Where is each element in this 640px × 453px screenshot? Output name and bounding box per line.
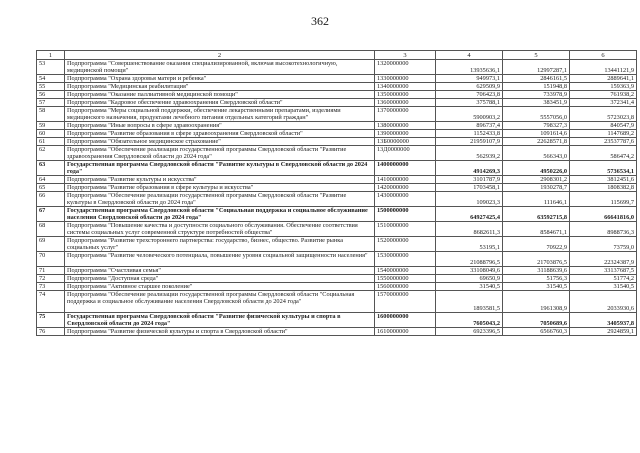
row-name: Подпрограмма "Обеспечение реализации государственной программы Свердловской области "Развитие культуры в Свердловской области до 2024 года" — [65, 192, 375, 207]
header-col-6: 6 — [570, 51, 637, 60]
row-value-col5: 31540,5 — [503, 283, 570, 291]
row-value-col6: 51774,2 — [570, 275, 637, 283]
row-value-col5: 383451,9 — [503, 99, 570, 107]
row-value-col6: 3812451,6 — [570, 176, 637, 184]
row-value-col6: 22324387,9 — [570, 252, 637, 267]
header-col-3: 3 — [375, 51, 436, 60]
row-value-col5: 2908301,2 — [503, 176, 570, 184]
row-code: 1500000000 — [375, 207, 436, 222]
row-value-col5: 6566760,3 — [503, 328, 570, 336]
row-value-col6: 840547,9 — [570, 122, 637, 130]
row-code: 1610000000 — [375, 328, 436, 336]
row-value-col6: 115699,7 — [570, 192, 637, 207]
row-value-col5: 8584671,1 — [503, 222, 570, 237]
row-value-col4: 21959107,9 — [436, 138, 503, 146]
row-number: 72 — [37, 275, 65, 283]
row-value-col4: 31540,5 — [436, 283, 503, 291]
row-name: Подпрограмма "Повышение качества и доступности социального обслуживания. Обеспечение соответствия системы социальных услуг современной структуре потребностей общества" — [65, 222, 375, 237]
row-number: 75 — [37, 313, 65, 328]
row-number: 54 — [37, 75, 65, 83]
row-number: 68 — [37, 222, 65, 237]
row-value-col4: 53195,1 — [436, 237, 503, 252]
table-row — [37, 192, 637, 207]
row-value-col4: 13935636,1 — [436, 60, 503, 75]
row-number: 64 — [37, 176, 65, 184]
table-row — [37, 237, 637, 252]
row-value-col6: 8988736,3 — [570, 222, 637, 237]
row-value-col6: 5723023,8 — [570, 107, 637, 122]
row-code: 1320000000 — [375, 60, 436, 75]
header-col-4: 4 — [436, 51, 503, 60]
row-name: Подпрограмма "Обеспечение реализации государственной программы Свердловской области "Развитие здравоохранения Свердловской области до 2024 года" — [65, 146, 375, 161]
row-code: 1520000000 — [375, 237, 436, 252]
row-value-col4: 1152433,8 — [436, 130, 503, 138]
row-name: Подпрограмма "Развитие культуры и искусства" — [65, 176, 375, 184]
row-value-col6: 159363,9 — [570, 83, 637, 91]
row-value-col5: 1091614,6 — [503, 130, 570, 138]
row-value-col4: 949973,1 — [436, 75, 503, 83]
row-value-col6: 3405937,8 — [570, 313, 637, 328]
row-value-col4: 7605043,2 — [436, 313, 503, 328]
row-value-col5: 12997287,1 — [503, 60, 570, 75]
row-number: 61 — [37, 138, 65, 146]
table-row — [37, 283, 637, 291]
row-number: 74 — [37, 291, 65, 313]
row-number: 55 — [37, 83, 65, 91]
row-name: Подпрограмма "Кадровое обеспечение здравоохранения Свердловской области" — [65, 99, 375, 107]
row-name: Подпрограмма "Развитие человеческого потенциала, повышение уровня социальной защищенности населения" — [65, 252, 375, 267]
table-row — [37, 83, 637, 91]
row-number: 71 — [37, 267, 65, 275]
row-name: Подпрограмма "Оказание паллиативной медицинской помощи" — [65, 91, 375, 99]
row-value-col4: 6923396,5 — [436, 328, 503, 336]
row-value-col4: 375788,1 — [436, 99, 503, 107]
table-row — [37, 138, 637, 146]
row-number: 69 — [37, 237, 65, 252]
row-name: Подпрограмма "Развитие физической культуры и спорта в Свердловской области" — [65, 328, 375, 336]
row-value-col5: 1930278,7 — [503, 184, 570, 192]
row-code: 1330000000 — [375, 75, 436, 83]
row-code: 13Б0000000 — [375, 138, 436, 146]
row-number: 57 — [37, 99, 65, 107]
row-value-col4: 1893581,5 — [436, 291, 503, 313]
row-value-col4: 21088796,5 — [436, 252, 503, 267]
header-col-1: 1 — [37, 51, 65, 60]
row-number: 53 — [37, 60, 65, 75]
table-row — [37, 107, 637, 122]
row-number: 63 — [37, 161, 65, 176]
row-code: 1360000000 — [375, 99, 436, 107]
row-name: Государственная программа Свердловской области "Развитие физической культуры и спорта в Свердловской области до 2024 года" — [65, 313, 375, 328]
row-value-col5: 151948,8 — [503, 83, 570, 91]
row-code: 1380000000 — [375, 122, 436, 130]
row-value-col4: 4914269,3 — [436, 161, 503, 176]
row-value-col4: 629509,9 — [436, 83, 503, 91]
row-name: Государственная программа Свердловской области "Развитие культуры в Свердловской области до 2024 года" — [65, 161, 375, 176]
row-value-col5: 31188639,6 — [503, 267, 570, 275]
row-number: 60 — [37, 130, 65, 138]
row-value-col4: 706423,8 — [436, 91, 503, 99]
row-code: 1390000000 — [375, 130, 436, 138]
row-value-col5: 70922,9 — [503, 237, 570, 252]
row-value-col5: 1961308,9 — [503, 291, 570, 313]
row-value-col6: 5736534,1 — [570, 161, 637, 176]
row-code: 1600000000 — [375, 313, 436, 328]
budget-table — [36, 50, 637, 336]
row-value-col5: 2846161,5 — [503, 75, 570, 83]
row-number: 56 — [37, 91, 65, 99]
row-value-col4: 8682611,3 — [436, 222, 503, 237]
table-row — [37, 222, 637, 237]
row-value-col6: 73759,0 — [570, 237, 637, 252]
table-row — [37, 291, 637, 313]
table-row — [37, 275, 637, 283]
table-row — [37, 161, 637, 176]
row-code: 1570000000 — [375, 291, 436, 313]
row-value-col4: 33108049,6 — [436, 267, 503, 275]
row-value-col6: 1808382,8 — [570, 184, 637, 192]
row-code: 1420000000 — [375, 184, 436, 192]
row-name: Подпрограмма "Иные вопросы в сфере здравоохранения" — [65, 122, 375, 130]
row-name: Подпрограмма "Охрана здоровья матери и ребенка" — [65, 75, 375, 83]
row-value-col6: 761938,2 — [570, 91, 637, 99]
table-header-row — [37, 51, 637, 60]
table-row — [37, 99, 637, 107]
row-number: 65 — [37, 184, 65, 192]
row-code: 1400000000 — [375, 161, 436, 176]
row-value-col5: 798327,3 — [503, 122, 570, 130]
row-number: 76 — [37, 328, 65, 336]
row-value-col4: 1703458,1 — [436, 184, 503, 192]
row-value-col5: 22628571,8 — [503, 138, 570, 146]
row-value-col5: 111646,1 — [503, 192, 570, 207]
row-value-col4: 69650,9 — [436, 275, 503, 283]
row-value-col5: 7050689,6 — [503, 313, 570, 328]
row-value-col5: 63592715,8 — [503, 207, 570, 222]
table-row — [37, 184, 637, 192]
row-number: 70 — [37, 252, 65, 267]
row-name: Подпрограмма "Обязательное медицинское страхование" — [65, 138, 375, 146]
table-row — [37, 252, 637, 267]
table-row — [37, 130, 637, 138]
row-code: 1430000000 — [375, 192, 436, 207]
row-value-col6: 2924859,1 — [570, 328, 637, 336]
table-row — [37, 207, 637, 222]
row-name: Подпрограмма "Развитие образования в сфере культуры и искусства" — [65, 184, 375, 192]
row-name: Подпрограмма "Развитие образования в сфере здравоохранения Свердловской области" — [65, 130, 375, 138]
row-name: Государственная программа Свердловской области "Социальная поддержка и социальное обслуживание населения Свердловской области до 2024 года" — [65, 207, 375, 222]
row-value-col4: 562939,2 — [436, 146, 503, 161]
row-value-col6: 31540,5 — [570, 283, 637, 291]
row-name: Подпрограмма "Активное старшее поколение" — [65, 283, 375, 291]
row-name: Подпрограмма "Обеспечение реализации государственной программы Свердловской области "Социальная поддержка и социальное обслуживание населения Свердловской области до 2024 года" — [65, 291, 375, 313]
row-value-col6: 372341,4 — [570, 99, 637, 107]
row-code: 1530000000 — [375, 252, 436, 267]
row-value-col6: 23537787,6 — [570, 138, 637, 146]
row-name: Подпрограмма "Меры социальной поддержки, обеспечение лекарственными препаратами, изделиями медицинского назначения, продуктами лечебного питания отдельных категорий граждан" — [65, 107, 375, 122]
row-value-col4: 896737,4 — [436, 122, 503, 130]
row-code: 1350000000 — [375, 91, 436, 99]
row-number: 67 — [37, 207, 65, 222]
table-row — [37, 313, 637, 328]
row-name: Подпрограмма "Развитие трехстороннего партнерства: государство, бизнес, общество. Развитие рынка социальных услуг" — [65, 237, 375, 252]
row-number: 59 — [37, 122, 65, 130]
row-value-col5: 5557056,0 — [503, 107, 570, 122]
row-name: Подпрограмма "Доступная среда" — [65, 275, 375, 283]
table-row — [37, 146, 637, 161]
page-number: 362 — [311, 14, 329, 28]
row-value-col5: 733978,9 — [503, 91, 570, 99]
header-col-5: 5 — [503, 51, 570, 60]
row-code: 1510000000 — [375, 222, 436, 237]
row-name: Подпрограмма "Медицинская реабилитация" — [65, 83, 375, 91]
row-code: 1550000000 — [375, 275, 436, 283]
row-value-col6: 33137687,5 — [570, 267, 637, 275]
row-code: 1560000000 — [375, 283, 436, 291]
row-code: 1370000000 — [375, 107, 436, 122]
row-value-col4: 5900903,2 — [436, 107, 503, 122]
row-number: 73 — [37, 283, 65, 291]
row-number: 66 — [37, 192, 65, 207]
table-row — [37, 328, 637, 336]
row-value-col5: 566343,0 — [503, 146, 570, 161]
row-code: 1410000000 — [375, 176, 436, 184]
row-value-col6: 13441121,9 — [570, 60, 637, 75]
row-name: Подпрограмма "Счастливая семья" — [65, 267, 375, 275]
row-value-col4: 109023,3 — [436, 192, 503, 207]
row-code: 1340000000 — [375, 83, 436, 91]
table-row — [37, 267, 637, 275]
row-value-col5: 4950226,0 — [503, 161, 570, 176]
row-value-col4: 3101787,9 — [436, 176, 503, 184]
header-col-2: 2 — [65, 51, 375, 60]
row-number: 62 — [37, 146, 65, 161]
row-number: 58 — [37, 107, 65, 122]
table-row — [37, 75, 637, 83]
row-value-col6: 66641816,0 — [570, 207, 637, 222]
row-name: Подпрограмма "Совершенствование оказания специализированной, включая высокотехнологичную, медицинской помощи" — [65, 60, 375, 75]
table-row — [37, 122, 637, 130]
row-value-col5: 21703876,5 — [503, 252, 570, 267]
row-value-col5: 51756,3 — [503, 275, 570, 283]
row-value-col6: 2889641,1 — [570, 75, 637, 83]
row-value-col6: 2033930,6 — [570, 291, 637, 313]
table-row — [37, 176, 637, 184]
row-code: 13Д0000000 — [375, 146, 436, 161]
row-code: 1540000000 — [375, 267, 436, 275]
row-value-col4: 64927425,4 — [436, 207, 503, 222]
table-row — [37, 60, 637, 75]
row-value-col6: 1147689,2 — [570, 130, 637, 138]
row-value-col6: 586474,2 — [570, 146, 637, 161]
table-row — [37, 91, 637, 99]
